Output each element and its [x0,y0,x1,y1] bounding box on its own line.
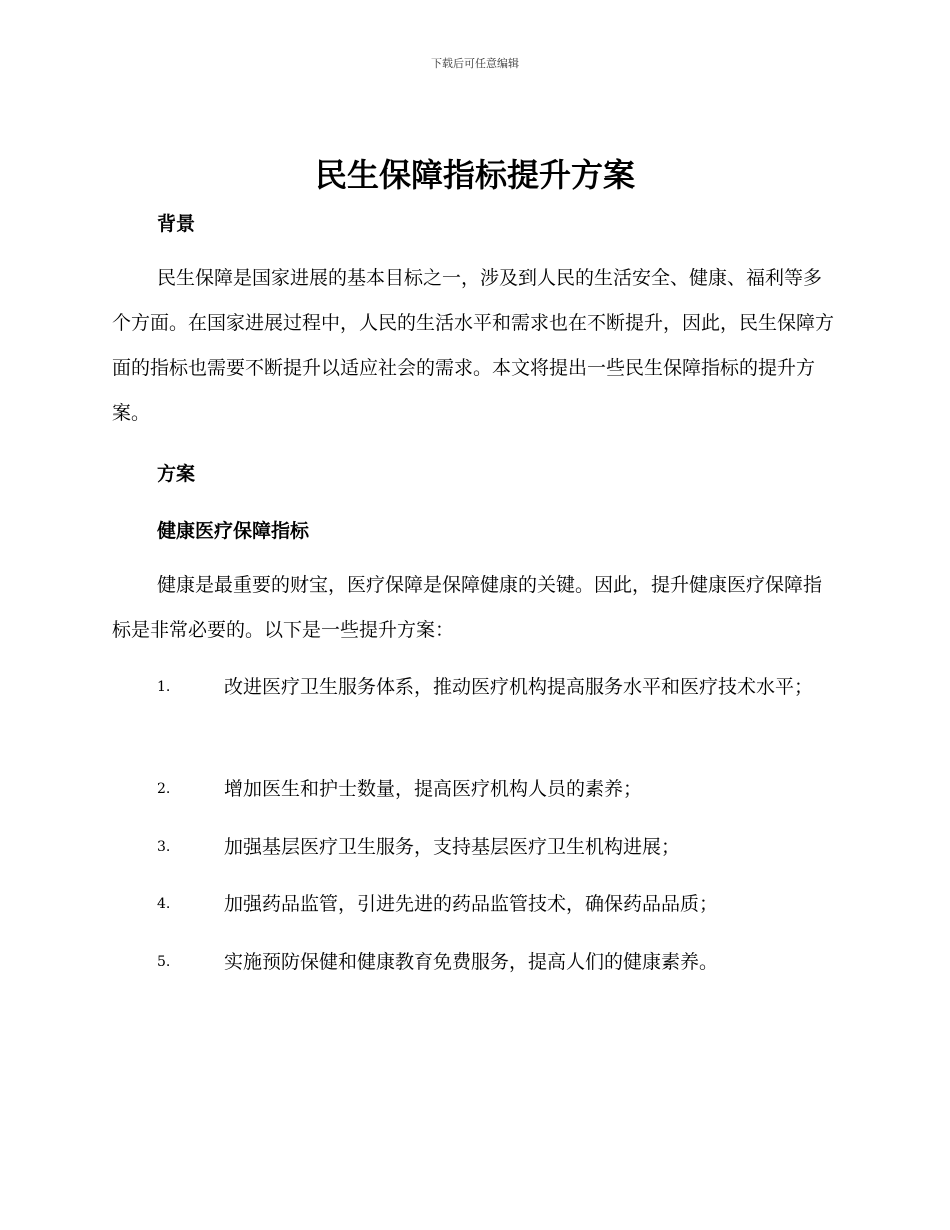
list-item-text: 加强基层医疗卫生服务，支持基层医疗卫生机构进展； [224,836,681,858]
list-item [112,665,837,710]
list-item [112,767,837,812]
document-title: 民生保障指标提升方案 [314,156,635,194]
list-item-number: 2. [157,781,171,797]
plan-heading: 方案 [157,463,196,485]
list-item-text: 改进医疗卫生服务体系，推动医疗机构提高服务水平和医疗技术水平； [224,676,814,698]
list-item-number: 4. [157,896,171,912]
header-note: 下载后可任意编辑 [431,57,519,70]
health-paragraph: 健康是最重要的财宝，医疗保障是保障健康的关键。因此，提升健康医疗保障指标是非常必要的。以下是一些提升方案： [112,574,823,641]
list-item-text: 实施预防保健和健康教育免费服务，提高人们的健康素养。 [224,951,719,973]
background-paragraph: 民生保障是国家进展的基本目标之一，涉及到人民的生活安全、健康、福利等多个方面。在国家进展过程中，人民的生活水平和需求也在不断提升，因此，民生保障方面的指标也需要不断提升以适应社会的需求。本文将提出一些民生保障指标的提升方案。 [112,267,835,424]
list-item [112,882,837,927]
list-item-number: 5. [157,954,171,970]
list-item [112,940,837,985]
list-item-number: 3. [157,839,171,855]
list-item-text: 增加医生和护士数量，提高医疗机构人员的素养； [224,778,643,800]
list-item-number: 1. [157,679,171,695]
list-item-text: 加强药品监管，引进先进的药品监管技术，确保药品品质； [224,893,719,915]
health-heading: 健康医疗保障指标 [157,520,310,542]
background-heading: 背景 [157,213,196,235]
list-item [112,825,837,870]
